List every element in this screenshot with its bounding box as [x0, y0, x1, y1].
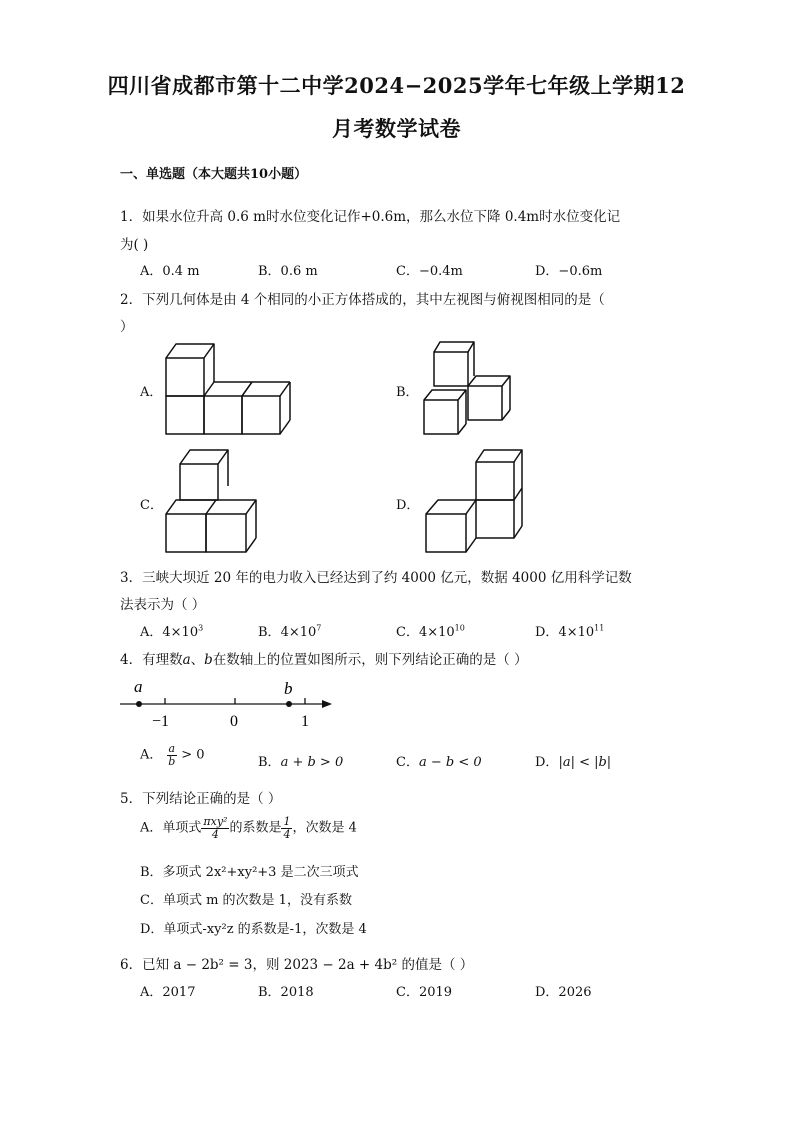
q4-option-a-rest: > 0 — [181, 747, 205, 763]
q1-option-d: D．−0.6m — [535, 264, 603, 279]
q6-stem: 6．已知 a − 2b² = 3，则 2023 − 2a + 4b² 的值是（ ） — [120, 957, 474, 973]
q5-stem: 5．下列结论正确的是（ ） — [120, 791, 282, 807]
q2-figure-c — [160, 446, 270, 556]
q2-stem-line1: 2．下列几何体是由 4 个相同的小正方体搭成的，其中左视图与俯视图相同的是（ — [120, 292, 605, 308]
exam-title-line1: 四川省成都市第十二中学2024−2025学年七年级上学期12 — [107, 73, 686, 98]
q5-option-d: D．单项式-xy²z 的系数是-1，次数是 4 — [140, 922, 367, 937]
q3-option-c — [396, 621, 465, 640]
q4-option-c-expr: a − b < 0 — [418, 755, 482, 770]
q3-option-b-base: 4×10 — [280, 625, 317, 640]
q4-option-d-label: D． — [535, 755, 559, 770]
q3-stem-line1: 3．三峡大坝近 20 年的电力收入已经达到了约 4000 亿元，数据 4000 亿用科学记数 — [120, 570, 632, 586]
q2-label-c: C． — [140, 498, 163, 513]
q4-stem — [120, 648, 528, 668]
q3-option-a-base: 4×10 — [162, 625, 199, 640]
q5-option-a-mid: 的系数是 — [229, 820, 282, 836]
q5-option-a-num: πxy² — [203, 815, 228, 828]
q5-option-b: B．多项式 2x²+xy²+3 是二次三项式 — [140, 865, 359, 880]
q4-option-c-label: C． — [396, 755, 419, 770]
q4-var-b: b — [204, 652, 213, 668]
q3-option-c-base: 4×10 — [418, 625, 455, 640]
q2-label-a: A． — [140, 385, 163, 400]
q5-option-a-coef-den: 4 — [283, 827, 291, 841]
q4-option-a-num: a — [168, 742, 176, 755]
q3-option-d-exp: 11 — [594, 623, 605, 633]
q2-label-b: B． — [396, 385, 419, 400]
q1-stem-line1: 1．如果水位升高 0.6 m时水位变化记作+0.6m，那么水位下降 0.4m时水位变化记 — [120, 209, 621, 225]
axis-label-a: a — [134, 677, 143, 696]
q4-option-a-fraction — [167, 743, 178, 767]
q1-option-a: A．0.4 m — [140, 264, 200, 279]
q2-figure-a — [160, 338, 300, 438]
q5-option-a-den: 4 — [211, 827, 219, 841]
q4-option-a-den: b — [168, 754, 176, 768]
q6-option-c: C．2019 — [396, 985, 453, 1000]
q3-option-b — [258, 621, 321, 640]
q5-option-a-coef-num: 1 — [283, 815, 291, 828]
q3-option-c-label: C． — [396, 625, 419, 640]
q4-option-b-expr: a + b > 0 — [280, 755, 344, 770]
q4-stem-part1: 4．有理数 — [120, 652, 183, 668]
q4-stem-part2: 在数轴上的位置如图所示，则下列结论正确的是（ ） — [212, 652, 528, 668]
q4-option-d — [535, 751, 611, 770]
q4-number-line — [118, 674, 338, 734]
q2-stem-line2: ） — [120, 319, 134, 335]
q3-option-d-base: 4×10 — [558, 625, 595, 640]
q1-option-b: B．0.6 m — [258, 264, 318, 279]
q1-option-c: C．−0.4m — [396, 264, 463, 279]
section-heading: 一、单选题（本大题共10小题） — [120, 167, 308, 182]
q4-option-b — [258, 751, 343, 770]
q3-option-b-exp: 7 — [316, 623, 322, 633]
q4-var-a: a — [182, 652, 191, 668]
q4-option-d-expr: |a| < |b| — [558, 755, 612, 770]
q3-option-a-label: A． — [140, 625, 163, 640]
q3-option-d — [535, 621, 604, 640]
q5-option-a-coef — [281, 816, 292, 840]
axis-label-b: b — [284, 679, 293, 698]
q2-label-d: D． — [396, 498, 420, 513]
q3-option-c-exp: 10 — [454, 623, 465, 633]
q4-sep: 、 — [190, 652, 205, 668]
q5-option-a — [140, 816, 357, 840]
q3-option-a-exp: 3 — [198, 623, 204, 633]
q3-stem-line2: 法表示为（ ） — [120, 597, 206, 613]
q6-option-d: D．2026 — [535, 985, 592, 1000]
q2-figure-d — [420, 446, 535, 556]
q3-option-a — [140, 621, 203, 640]
q6-option-a: A．2017 — [140, 985, 196, 1000]
q3-option-d-label: D． — [535, 625, 559, 640]
q1-stem-line2: 为( ) — [120, 237, 149, 253]
axis-tick-minus1: −1 — [152, 713, 170, 730]
q4-option-c — [396, 751, 482, 770]
q5-option-a-fraction — [201, 816, 229, 840]
axis-tick-0: 0 — [230, 713, 238, 730]
q4-option-a-label: A． — [140, 747, 163, 763]
q2-figure-b — [420, 338, 520, 438]
q5-option-a-post: ，次数是 4 — [292, 820, 357, 836]
axis-tick-1: 1 — [301, 713, 309, 730]
q3-option-b-label: B． — [258, 625, 281, 640]
q5-option-c: C．单项式 m 的次数是 1，没有系数 — [140, 893, 352, 908]
exam-title-line2: 月考数学试卷 — [332, 116, 461, 141]
q4-option-a — [140, 743, 205, 767]
q5-option-a-pre: A．单项式 — [140, 820, 202, 836]
q4-option-b-label: B． — [258, 755, 281, 770]
q6-option-b: B．2018 — [258, 985, 314, 1000]
